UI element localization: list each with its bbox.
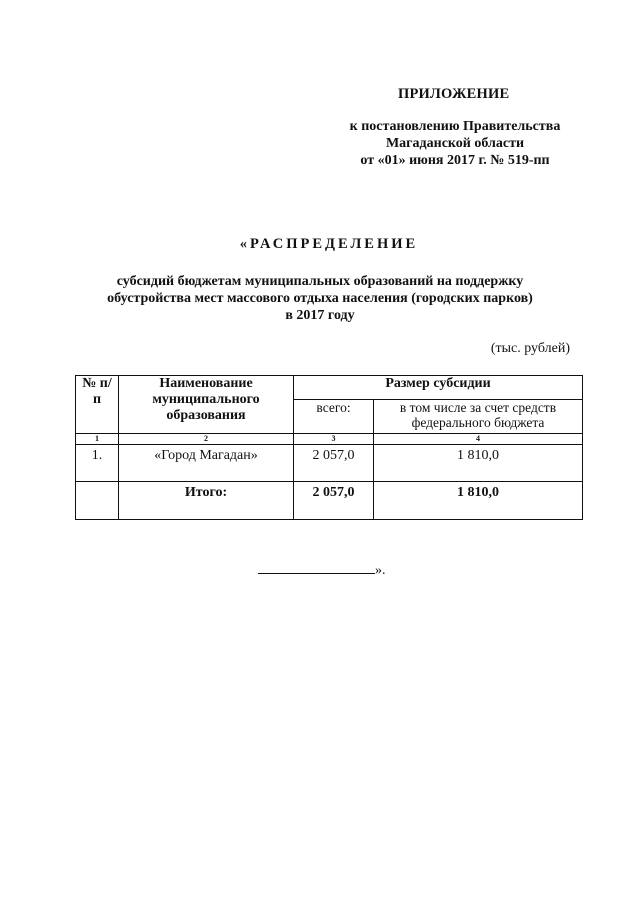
annex-line-region: Магаданской области — [385, 136, 525, 151]
header-name: Наименование муниципального образования — [119, 376, 294, 434]
table-total-row — [76, 482, 583, 520]
table-header-row — [76, 376, 583, 400]
row-name: «Город Магадан» — [119, 444, 294, 482]
total-federal: 1 810,0 — [374, 482, 583, 520]
subtitle-line-3: в 2017 году — [285, 308, 355, 323]
annex-line-decree: к постановлению Правительства — [349, 119, 561, 134]
index-cell: 2 — [119, 434, 294, 444]
header-federal: в том числе за счет средств федерального бюджета — [374, 400, 583, 434]
index-cell: 3 — [294, 434, 374, 444]
header-subsidy-size: Размер субсидии — [294, 376, 583, 400]
subtitle-line-2: обустройства мест массового отдыха населения (городских парков) — [107, 291, 533, 306]
total-sum: 2 057,0 — [294, 482, 374, 520]
table-index-row — [76, 434, 583, 444]
total-label: Итого: — [119, 482, 294, 520]
index-cell: 1 — [76, 434, 119, 444]
table-row — [76, 444, 583, 482]
annex-title: ПРИЛОЖЕНИЕ — [398, 86, 510, 102]
row-total: 2 057,0 — [294, 444, 374, 482]
index-cell: 4 — [374, 434, 583, 444]
closing-mark — [258, 562, 386, 579]
units-note: (тыс. рублей) — [490, 341, 570, 356]
closing-quote: ». — [375, 563, 386, 578]
header-number: № п/п — [76, 376, 119, 434]
annex-block — [330, 86, 580, 169]
row-federal: 1 810,0 — [374, 444, 583, 482]
annex-line-date: от «01» июня 2017 г. № 519-пп — [360, 153, 550, 168]
subsidy-table — [75, 375, 583, 520]
total-number-cell — [76, 482, 119, 520]
document-subtitle — [70, 273, 570, 324]
closing-underline — [258, 562, 375, 574]
document-heading: «РАСПРЕДЕЛЕНИЕ — [239, 236, 419, 252]
row-number: 1. — [76, 444, 119, 482]
subtitle-line-1: субсидий бюджетам муниципальных образований на поддержку — [116, 274, 524, 289]
header-total: всего: — [294, 400, 374, 434]
